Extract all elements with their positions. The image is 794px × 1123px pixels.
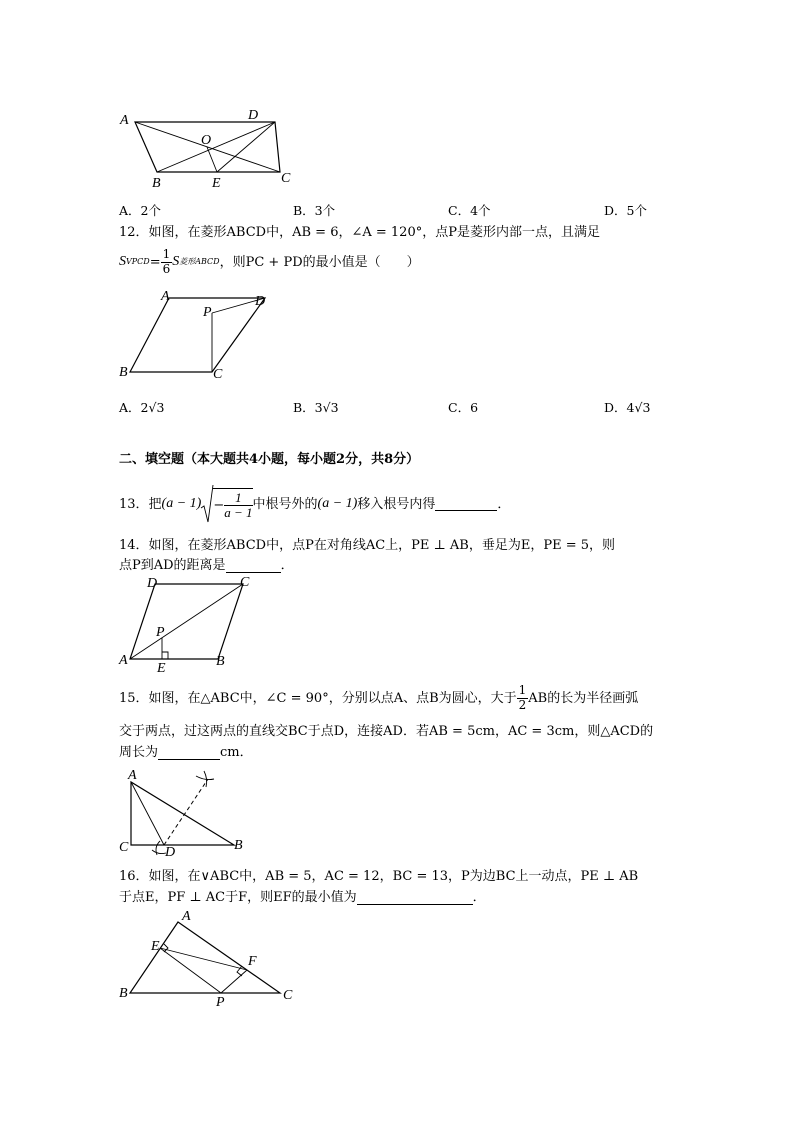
q12-stem-line2: S VPCD = $\frac{1}{6}$ S 菱形ABCD ，则PC + PD的最小值是（ ）	[119, 247, 420, 276]
label-c: C	[119, 840, 129, 855]
label-b: B	[216, 654, 225, 669]
label-a: A	[120, 113, 129, 128]
q16-answer-blank[interactable]	[357, 891, 473, 905]
q14-stem-line1: 14．如图，在菱形ABCD中，点P在对角线AC上，PE ⊥ AB，垂足为E，PE = 5，则	[119, 538, 615, 553]
label-d: D	[147, 576, 158, 591]
label-b: B	[119, 986, 128, 1001]
label-b: B	[119, 365, 128, 380]
q12-fraction: $\frac{1}{6}$	[162, 247, 171, 276]
label-p: P	[203, 305, 212, 320]
label-e: E	[157, 661, 166, 676]
label-e: E	[212, 176, 221, 191]
radical-icon	[201, 484, 213, 524]
q15-stem-line1: 15．如图，在△ABC中，∠C = 90°，分别以点A、点B为圆心，大于 $\frac{1}{2}$ AB的长为半径画弧	[119, 683, 639, 712]
label-b: B	[234, 838, 243, 853]
q15-answer-blank[interactable]	[158, 746, 220, 760]
q16-stem-line2: 于点E，PF ⊥ AC于F，则EF的最小值为 ．	[119, 890, 486, 905]
rhombus-abcd	[130, 298, 265, 372]
q12-option-d: D．4√3	[604, 400, 651, 415]
label-d: D	[248, 108, 259, 123]
q11-option-d: D．5个	[604, 203, 647, 218]
label-c: C	[240, 575, 250, 590]
label-c: C	[283, 988, 293, 1003]
q11-option-a: A．2个	[119, 203, 161, 218]
label-b: B	[152, 176, 161, 191]
label-c: C	[281, 171, 291, 186]
triangle-abc	[131, 782, 234, 845]
q12-option-a: A．2√3	[119, 400, 165, 415]
q16-figure	[110, 908, 300, 1008]
label-a: A	[182, 909, 191, 924]
q13-stem: 13．把 (a − 1) − $\frac{1}{a - 1}$ 中根号外的 (a − 1) 移入根号内得 ．	[119, 484, 510, 524]
label-o: O	[201, 133, 212, 148]
q12-option-c: C．6	[448, 400, 479, 415]
label-a: A	[128, 768, 137, 783]
q13-answer-blank[interactable]	[435, 497, 497, 511]
label-p: P	[156, 625, 165, 640]
q15-stem-line3: 周长为 cm．	[119, 745, 253, 760]
q14-answer-blank[interactable]	[226, 559, 281, 573]
triangle-abc	[130, 922, 280, 993]
q11-option-c: C．4个	[448, 203, 491, 218]
q12-option-b: B．3√3	[293, 400, 339, 415]
section-heading: 二、填空题（本大题共4小题，每小题2分，共8分）	[119, 452, 420, 467]
label-a: A	[119, 653, 128, 668]
label-p: P	[216, 995, 225, 1010]
label-d: D	[255, 294, 266, 309]
q15-fraction: $\frac{1}{2}$	[518, 683, 527, 712]
q12-figure	[110, 288, 280, 388]
label-a: A	[161, 289, 170, 304]
q12-stem-line1: 12．如图，在菱形ABCD中，AB = 6，∠A = 120°，点P是菱形内部一点，且满足	[119, 225, 600, 240]
label-f: F	[248, 954, 257, 969]
q15-stem-line2: 交于两点，过这两点的直线交BC于点D，连接AD．若AB = 5cm，AC = 3cm，则△ACD的	[119, 724, 654, 739]
q11-option-b: B．3个	[293, 203, 336, 218]
q13-radicand: − $\frac{1}{a - 1}$	[213, 489, 253, 520]
label-d: D	[165, 845, 176, 860]
label-c: C	[213, 367, 223, 382]
q15-figure	[110, 767, 260, 862]
q14-stem-line2: 点P到AD的距离是 ．	[119, 558, 294, 573]
label-e: E	[151, 939, 160, 954]
q14-figure	[110, 573, 270, 675]
q16-stem-line1: 16．如图，在∨ABC中，AB = 5，AC = 12，BC = 13，P为边BC上一动点，PE ⊥ AB	[119, 869, 639, 884]
q11-figure	[110, 100, 310, 195]
